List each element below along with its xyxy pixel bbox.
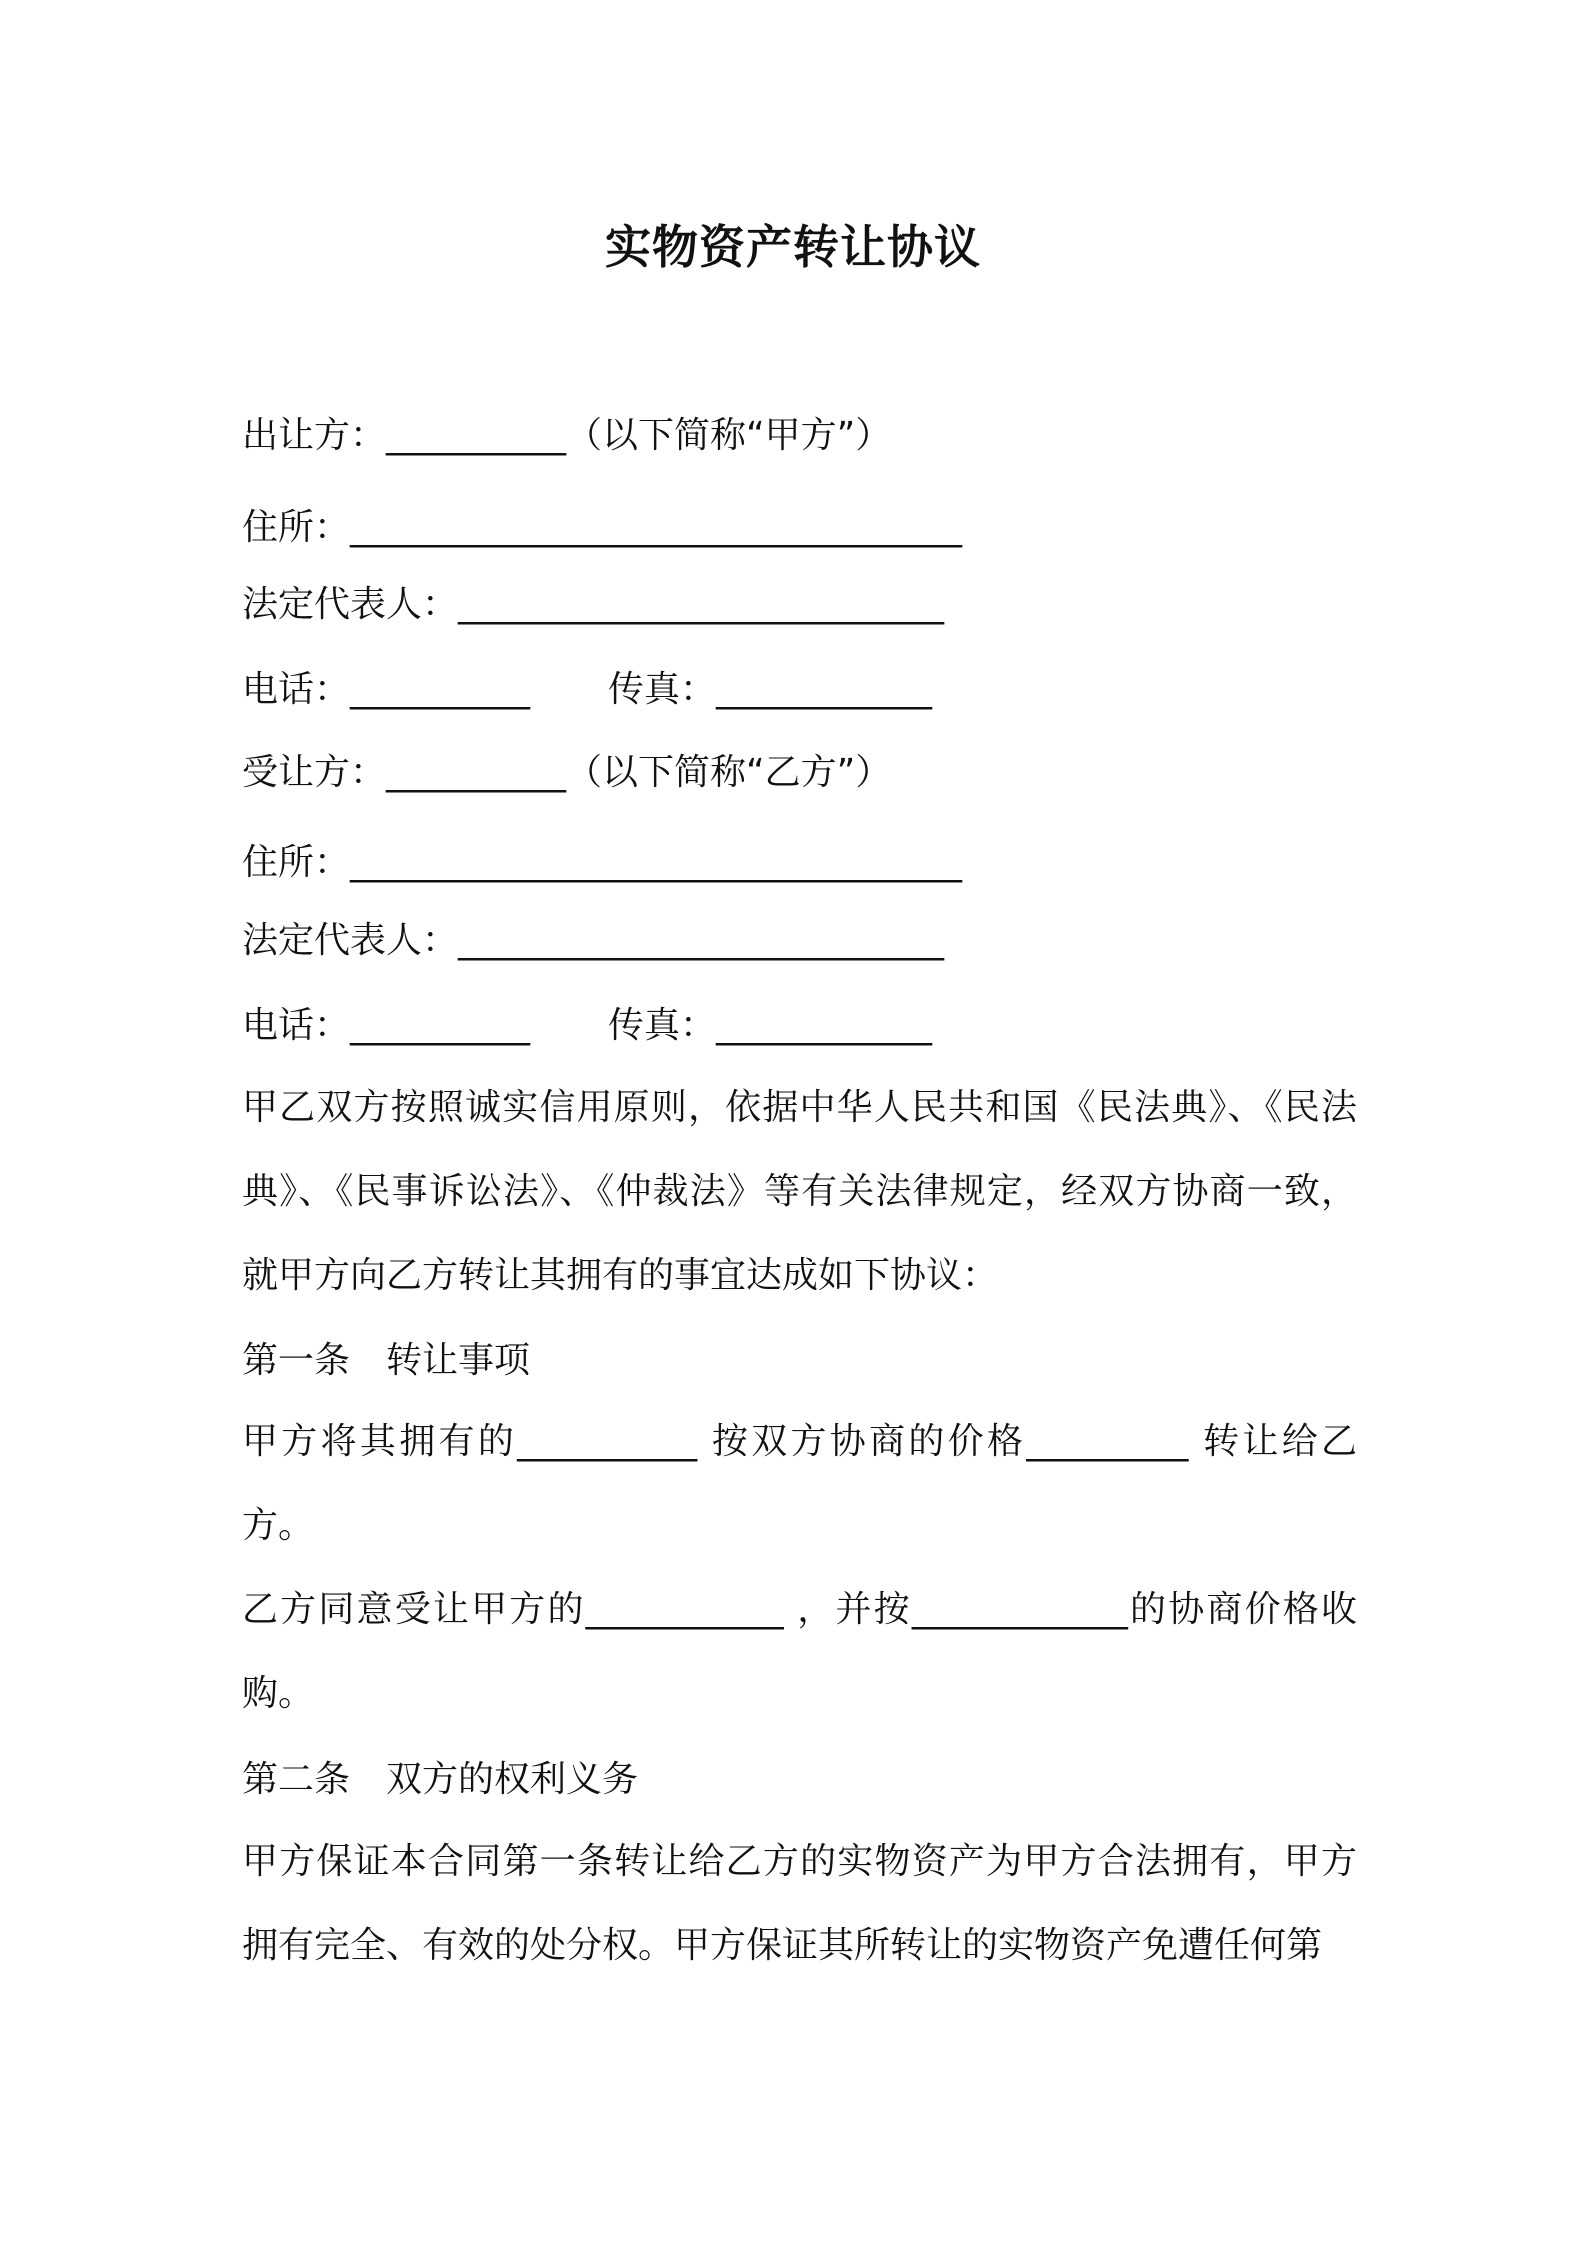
party-b-address-line: 住所：__________________________________ — [242, 842, 963, 883]
party-a-contact-line — [242, 665, 932, 715]
document-title: 实物资产转让协议 — [605, 220, 981, 274]
party-a-phone: 电话：__________ — [242, 669, 531, 710]
article-1-paragraph-2: 乙方同意受让甲方的___________ ，并按____________的协商价格收购。 — [242, 1589, 1357, 1714]
preamble-paragraph: 甲乙双方按照诚实信用原则，依据中华人民共和国《民法典》、《民法典》、《民事诉讼法》、《仲裁法》等有关法律规定，经双方协商一致，就甲方向乙方转让其拥有的事宜达成如下协议： — [242, 1087, 1357, 1296]
party-a-representative-line: 法定代表人：___________________________ — [242, 584, 945, 625]
party-a-address-line: 住所：__________________________________ — [242, 507, 963, 548]
article-2-heading: 第二条 双方的权利义务 — [242, 1759, 639, 1800]
article-2-paragraph-1: 甲方保证本合同第一条转让给乙方的实物资产为甲方合法拥有，甲方拥有完全、有效的处分权。甲方保证其所转让的实物资产免遭任何第 — [242, 1841, 1357, 1966]
party-b-fax: 传真：____________ — [608, 1005, 933, 1046]
party-b-representative-line: 法定代表人：___________________________ — [242, 920, 945, 961]
party-b-phone: 电话：__________ — [242, 1005, 531, 1046]
article-1-heading: 第一条 转让事项 — [242, 1340, 531, 1381]
party-a-fax: 传真：____________ — [608, 669, 933, 710]
party-b-contact-line — [242, 1001, 932, 1051]
party-b-name-line: 受让方：__________（以下简称“乙方”） — [242, 752, 892, 793]
article-1-paragraph-1: 甲方将其拥有的__________ 按双方协商的价格_________ 转让给乙方。 — [242, 1421, 1357, 1546]
party-a-name-line: 出让方：__________（以下简称“甲方”） — [242, 415, 892, 456]
